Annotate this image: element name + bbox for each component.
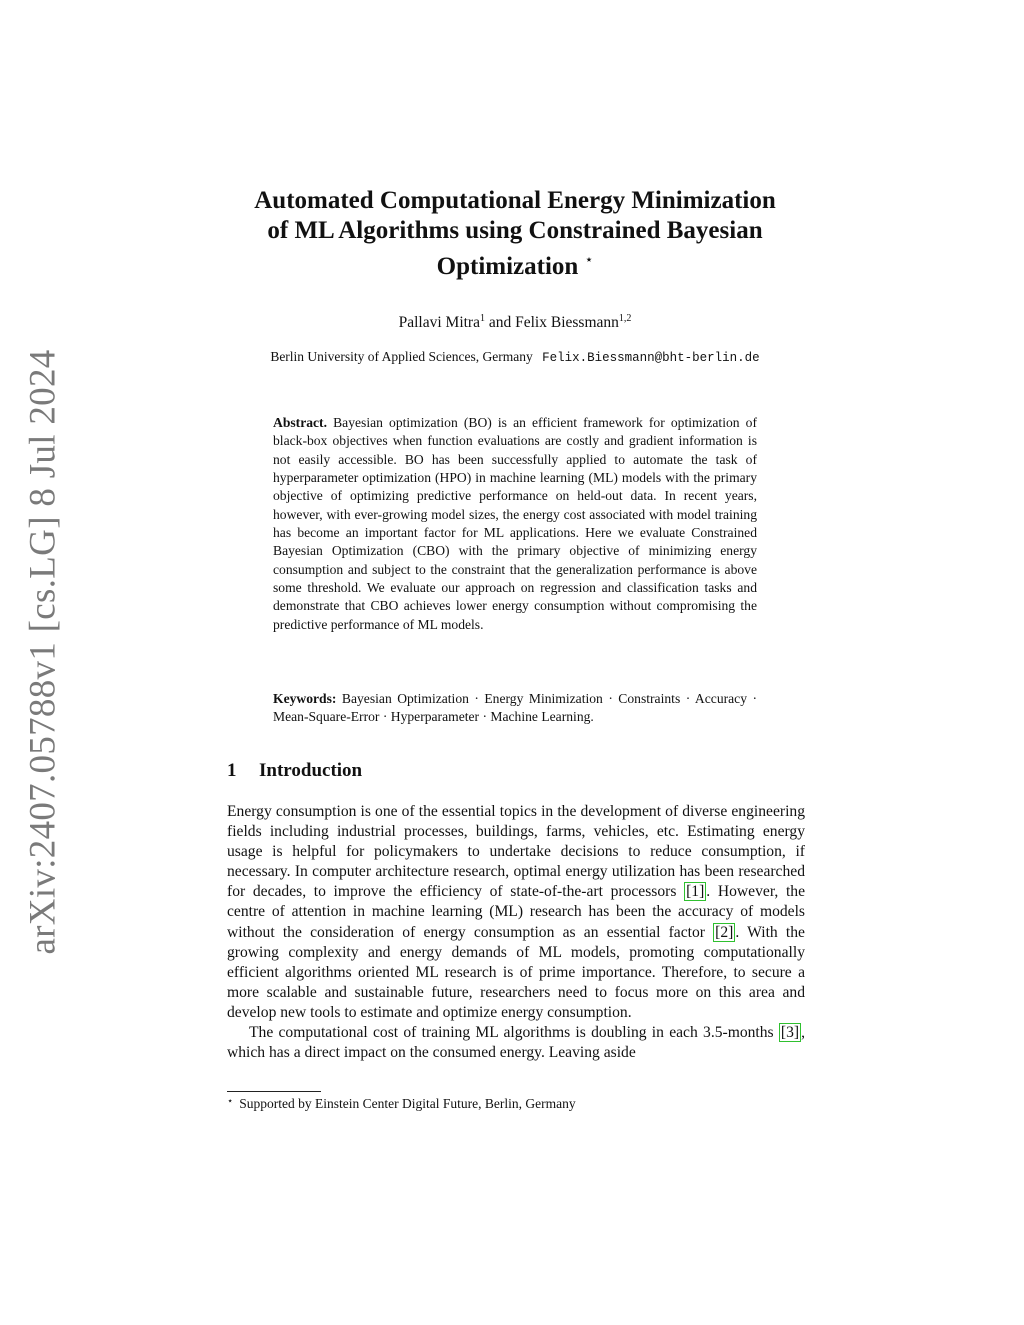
intro-paragraph-1 (227, 802, 805, 1023)
title-line-1: Automated Computational Energy Minimization (254, 187, 776, 214)
arxiv-stamp: arXiv:2407.05788v1 [cs.LG] 8 Jul 2024 (22, 349, 64, 955)
citation-link-1[interactable]: [1] (686, 883, 705, 901)
title-line-3-text: Optimization (436, 253, 579, 280)
section-number: 1 (227, 760, 237, 781)
keywords-block (273, 690, 757, 727)
intro-p1-part-a: Energy consumption is one of the essential topics in the development of diverse engineering fields including industrial processes, buildings, farms, vehicles, etc. Estimating energy usage is helpful for policymakers to undertake decisions to reduce consumption, if necessary. In computer architecture research, optimal energy utilization has been researched for decades, to improve the efficiency of state-of-the-art processors (227, 803, 805, 901)
title-line-3 (215, 246, 815, 282)
intro-p2-part-a: The computational cost of training ML algorithms is doubling in each 3.5-months (249, 1024, 774, 1042)
author-joiner: and (488, 314, 512, 332)
footnote-divider (227, 1091, 321, 1092)
abstract-block (273, 414, 757, 634)
section-title: Introduction (259, 760, 363, 781)
author-list (215, 313, 815, 332)
author-1-name: Pallavi Mitra (398, 314, 480, 332)
footnote (227, 1096, 576, 1112)
intro-body (227, 802, 805, 1063)
citation-link-3[interactable]: [3] (780, 1024, 800, 1042)
intro-p1-part-b: . However, the centre of attention in machine learning (ML) research has been the accuracy of models without the consideration of energy consumption as an essential factor (227, 883, 806, 941)
citation-link-2[interactable]: [2] (715, 923, 734, 941)
keywords-text: Bayesian Optimization · Energy Minimization · Constraints · Accuracy · Mean-Square-Error · Hyperparameter · Machine Learning. (273, 691, 757, 725)
footnote-text: Supported by Einstein Center Digital Future, Berlin, Germany (239, 1096, 576, 1111)
title-line-2: of ML Algorithms using Constrained Bayesian (267, 217, 763, 244)
abstract-label: Abstract. (273, 415, 327, 430)
keywords-label: Keywords: (273, 691, 337, 706)
affiliation (200, 349, 830, 365)
title-footnote-marker[interactable]: ⋆ (584, 253, 594, 268)
affiliation-org: Berlin University of Applied Sciences, Germany (270, 349, 533, 364)
author-2-name: Felix Biessmann (515, 314, 619, 332)
author-email[interactable]: Felix.Biessmann@bht-berlin.de (542, 351, 760, 365)
intro-paragraph-2 (227, 1023, 805, 1063)
paper-title (215, 186, 815, 282)
intro-p1-part-c: . With the growing complexity and energy demands of ML models, promoting computationally efficient algorithms oriented ML research is of prime importance. Therefore, to secure a more scalable and sustainable future, researchers need to focus more on this area and develop new tools to estimate and optimize energy consumption. (227, 923, 805, 1021)
abstract-text: Bayesian optimization (BO) is an efficient framework for optimization of black-box objectives when function evaluations are costly and gradient information is not easily accessible. BO has been successfully applied to automate the task of hyperparameter optimization (HPO) in machine learning (ML) models with the primary objective of optimizing predictive performance on held-out data. In recent years, however, with ever-growing model sizes, the energy cost associated with model training has become an important factor for ML applications. Here we evaluate Constrained Bayesian Optimization (CBO) with the primary objective of minimizing energy consumption and subject to the constraint that the generalization performance is above some threshold. We evaluate our approach on regression and classification tasks and demonstrate that CBO achieves lower energy consumption without compromising the predictive performance of ML models. (273, 415, 757, 632)
author-2-affiliation: 1,2 (618, 313, 632, 324)
section-heading (227, 760, 362, 782)
footnote-marker: ⋆ (227, 1096, 234, 1107)
intro-p2-part-b: , which has a direct impact on the consumed energy. Leaving aside (227, 1024, 805, 1062)
author-1-affiliation: 1 (479, 313, 485, 324)
